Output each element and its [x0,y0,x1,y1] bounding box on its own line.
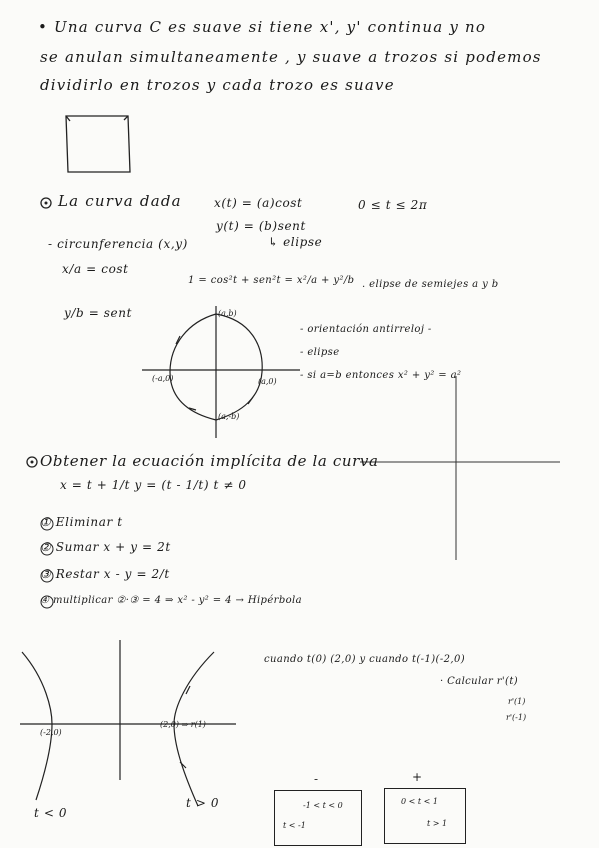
ex1-pt-top: (a,b) [218,309,237,318]
intro-line-2: se anulan simultaneamente , y suave a trozos si podemos [40,48,542,66]
ex1-elipse-arrow: ↳ elipse [268,235,323,249]
box-neg-line2: t < -1 [283,821,306,830]
rectangle-sketch [66,116,130,172]
ex1-yb: y/b = sent [64,306,132,320]
ex2-eq: x = t + 1/t y = (t - 1/t) t ≠ 0 [60,478,247,492]
ex2-step2: ② Sumar x + y = 2t [40,540,171,554]
sign-box-positive [384,788,466,844]
box-pos-line1: 0 < t < 1 [401,797,438,806]
ex1-pt-bottom: (a,-b) [218,412,240,421]
ex1-pt-left: (-a,0) [152,374,174,383]
ex2-r1: r'(1) [508,697,526,706]
ex1-elipse: - elipse [300,347,340,358]
ex1-case: - si a=b entonces x² + y² = a² [300,370,462,381]
ex2-calc: · Calcular r'(t) [440,676,519,687]
ex1-identity: 1 = cos²t + sen²t = x²/a + y²/b [188,275,355,286]
ex1-yt: y(t) = (b)sent [216,219,306,233]
ex2-tpos: t > 0 [186,796,220,810]
ex2-step4: ④ multiplicar ②·③ = 4 ⇒ x² - y² = 4 → Hipérbola [40,595,303,606]
ex2-plus: + [412,770,423,784]
ex1-range: 0 ≤ t ≤ 2π [358,198,428,212]
sign-box-negative [274,790,362,846]
ex1-xa: x/a = cost [62,262,129,276]
intro-line-3: dividirlo en trozos y cada trozo es suave [40,76,395,94]
ex1-pt-right: (a,0) [258,377,277,386]
ex1-circ: - circunferencia (x,y) [48,237,188,251]
ex1-elipse-semi: . elipse de semiejes a y b [362,279,499,290]
ex1-orient: - orientación antirreloj - [300,324,432,335]
intro-line-1: • Una curva C es suave si tiene x', y' continua y no [38,18,487,36]
ex2-note: cuando t(0) (2,0) y cuando t(-1)(-2,0) [264,654,466,665]
ex2-tneg: t < 0 [34,806,68,820]
ex2-step1: ① Eliminar t [40,515,123,529]
ex1-heading: La curva dada [58,192,182,210]
ex1-xt: x(t) = (a)cost [214,196,303,210]
ex2-pt-right: (2,0) ⇒ r(1) [160,720,206,729]
box-pos-line2: t > 1 [427,819,448,828]
ex2-minus: - [314,772,319,786]
ex2-step3: ③ Restar x - y = 2/t [40,567,170,581]
right-axes [360,376,560,560]
ex2-heading: Obtener la ecuación implícita de la curva [40,452,379,470]
ex2-pt-left: (-2,0) [40,728,62,737]
ex2-r2: r'(-1) [506,713,527,722]
box-neg-line1: -1 < t < 0 [303,801,343,810]
